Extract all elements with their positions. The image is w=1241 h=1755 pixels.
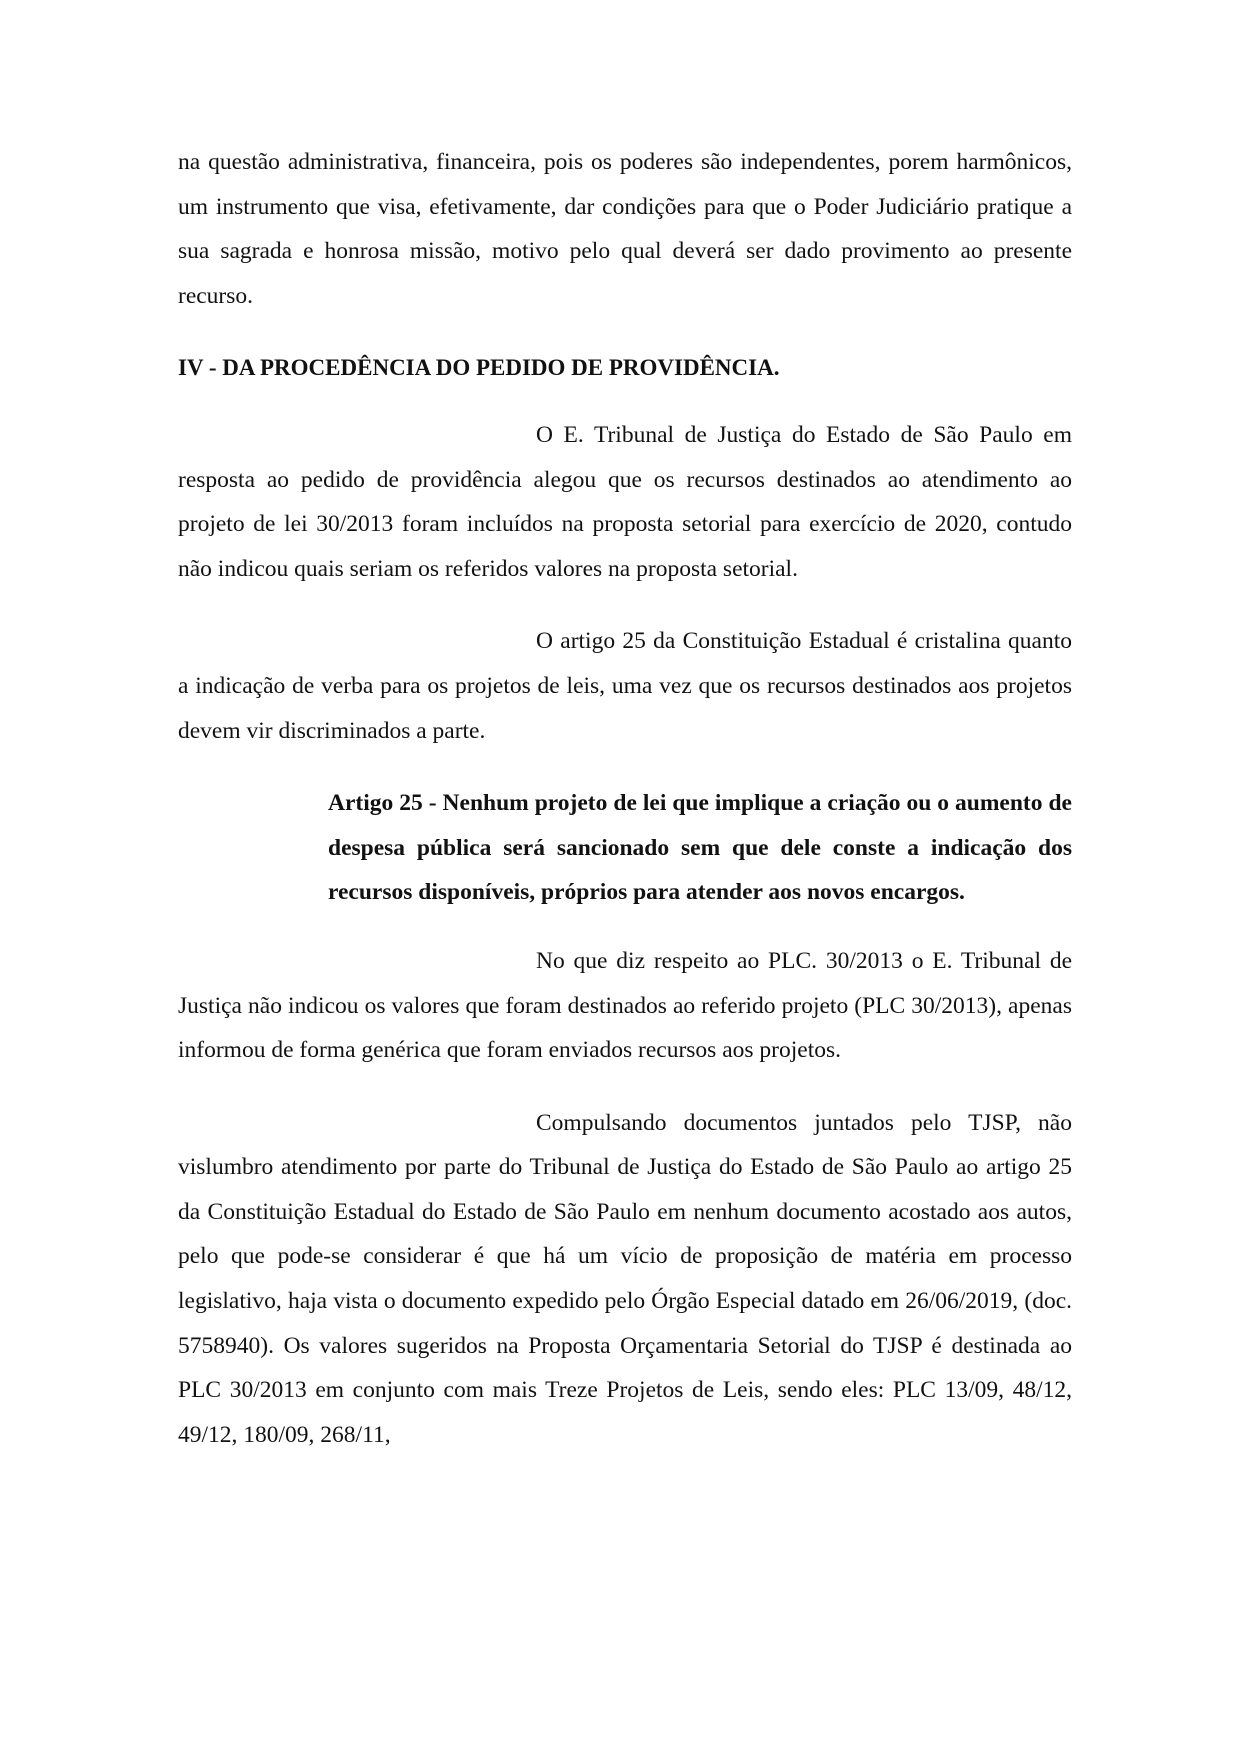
- paragraph-4: No que diz respeito ao PLC. 30/2013 o E. Tribunal de Justiça não indicou os valores que foram destinados ao referido projeto (PLC 30/2013), apenas informou de forma genérica que foram enviados recursos aos projetos.: [178, 947, 1072, 1064]
- document-page: [178, 140, 1072, 1457]
- quoted-article: Artigo 25 - Nenhum projeto de lei que implique a criação ou o aumento de despesa pública será sancionado sem que dele conste a indicação dos recursos disponíveis, próprios para atender aos novos encargos.: [328, 790, 1072, 906]
- paragraph-3: O artigo 25 da Constituição Estadual é cristalina quanto a indicação de verba para os projetos de leis, uma vez que os recursos destinados aos projetos devem vir discriminados a parte.: [178, 628, 1072, 744]
- paragraph-2: O E. Tribunal de Justiça do Estado de São Paulo em resposta ao pedido de providência alegou que os recursos destinados ao atendimento ao projeto de lei 30/2013 foram incluídos na proposta setorial para exercício de 2020, contudo não indicou quais seriam os referidos valores na proposta setorial.: [178, 421, 1072, 582]
- section-heading: IV - DA PROCEDÊNCIA DO PEDIDO DE PROVIDÊNCIA.: [178, 355, 780, 381]
- paragraph-5: Compulsando documentos juntados pelo TJSP, não vislumbro atendimento por parte do Tribunal de Justiça do Estado de São Paulo ao artigo 25 da Constituição Estadual do Estado de São Paulo em nenhum documento acostado aos autos, pelo que pode-se considerar é que há um vício de proposição de matéria em processo legislativo, haja vista o documento expedido pelo Órgão Especial datado em 26/06/2019, (doc. 5758940). Os valores sugeridos na Proposta Orçamentaria Setorial do TJSP é destinada ao PLC 30/2013 em conjunto com mais Treze Projetos de Leis, sendo eles: PLC 13/09, 48/12, 49/12, 180/09, 268/11,: [178, 1109, 1072, 1448]
- paragraph-1: na questão administrativa, financeira, pois os poderes são independentes, porem harmônicos, um instrumento que visa, efetivamente, dar condições para que o Poder Judiciário pratique a sua sagrada e honrosa missão, motivo pelo qual deverá ser dado provimento ao presente recurso.: [178, 149, 1072, 309]
